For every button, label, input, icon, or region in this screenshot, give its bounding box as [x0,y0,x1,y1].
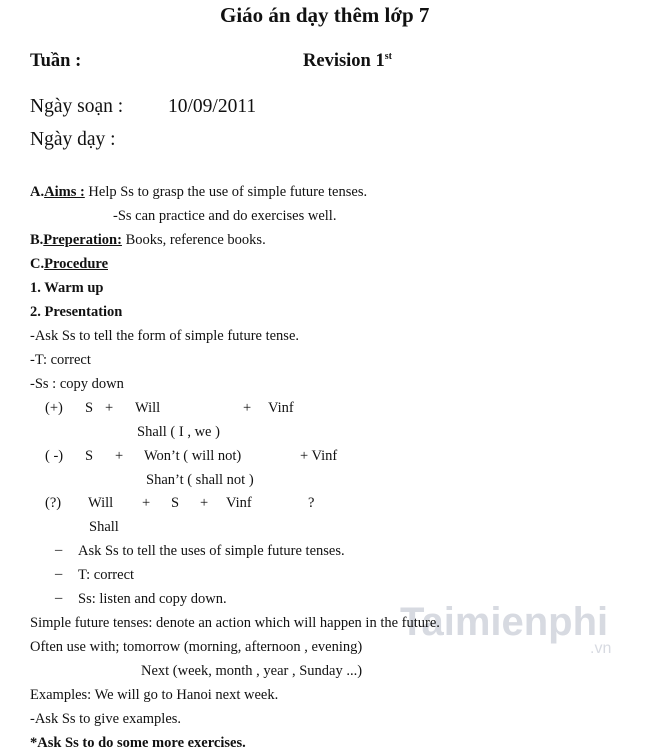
bullet-correct: T: correct [78,567,135,583]
proc-prefix: C. [30,256,45,272]
f3-sign: (?) [45,495,62,511]
f1-will: Will [135,400,161,416]
f1-sign: (+) [45,400,63,416]
f2-plus: + [115,448,124,464]
f3-subject: S [171,495,180,511]
f3-question: ? [308,495,315,511]
next-line: Next (week, month , year , Sunday ...) [141,663,363,679]
preparation-line [30,231,266,249]
line-correct: -T: correct [30,352,91,368]
examples-line: Examples: We will go to Hanoi next week. [30,687,279,703]
prep-date-value: 10/09/2011 [168,96,257,117]
teach-date-label: Ngày dạy : [30,129,116,150]
f3-vinf: Vinf [226,495,252,511]
presentation-heading: 2. Presentation [30,304,123,320]
f2-wont: Won’t ( will not) [144,448,242,464]
f1-vinf: Vinf [268,400,294,416]
f1-plus: + [105,400,114,416]
simple-future-definition: Simple future tenses: denote an action which will happen in the future. [30,615,440,631]
aims-text-2: -Ss can practice and do exercises well. [113,208,337,224]
prep-label: Preperation: [43,232,122,248]
f1-subject: S [85,400,94,416]
aims-text: Help Ss to grasp the use of simple future tenses. [84,184,368,200]
line-copy: -Ss : copy down [30,376,124,392]
bullet-dash-icon: – [55,590,63,606]
f3-plus: + [142,495,151,511]
line-form: -Ask Ss to tell the form of simple future tense. [30,328,300,344]
revision-text: Revision 1 [303,51,385,71]
f3-shall: Shall [89,519,119,535]
watermark-suffix: .vn [590,640,612,657]
f1-shall: Shall ( I , we ) [137,424,220,440]
f3-will: Will [88,495,114,511]
f3-plus2: + [200,495,209,511]
f2-sign: ( -) [45,448,64,464]
more-exercises-line: *Ask Ss to do some more exercises. [30,735,246,751]
revision-superscript: st [384,51,392,62]
bullet-listen: Ss: listen and copy down. [78,591,227,607]
give-examples-line: -Ask Ss to give examples. [30,711,182,727]
f2-vinf: + Vinf [300,448,338,464]
procedure-line [30,255,108,273]
aims-prefix: A. [30,184,45,200]
aims-label: Aims : [44,184,85,200]
prep-prefix: B. [30,232,44,248]
aims-line [30,183,367,201]
proc-label: Procedure [44,256,108,272]
revision-heading [303,52,392,70]
bullet-dash-icon: – [55,566,63,582]
prep-date-label: Ngày soạn : [30,96,124,117]
doc-title: Giáo án dạy thêm lớp 7 [220,3,430,27]
prep-text: Books, reference books. [121,232,266,248]
watermark-logo: Taimienphi [400,600,609,644]
f2-subject: S [85,448,94,464]
f1-plus2: + [243,400,252,416]
bullet-uses: Ask Ss to tell the uses of simple future tenses. [78,543,345,559]
bullet-dash-icon: – [55,542,63,558]
week-label: Tuần : [30,51,82,71]
f2-shant: Shan’t ( shall not ) [146,472,254,488]
warm-up-heading: 1. Warm up [30,280,104,296]
often-use-line: Often use with; tomorrow (morning, afternoon , evening) [30,639,363,655]
